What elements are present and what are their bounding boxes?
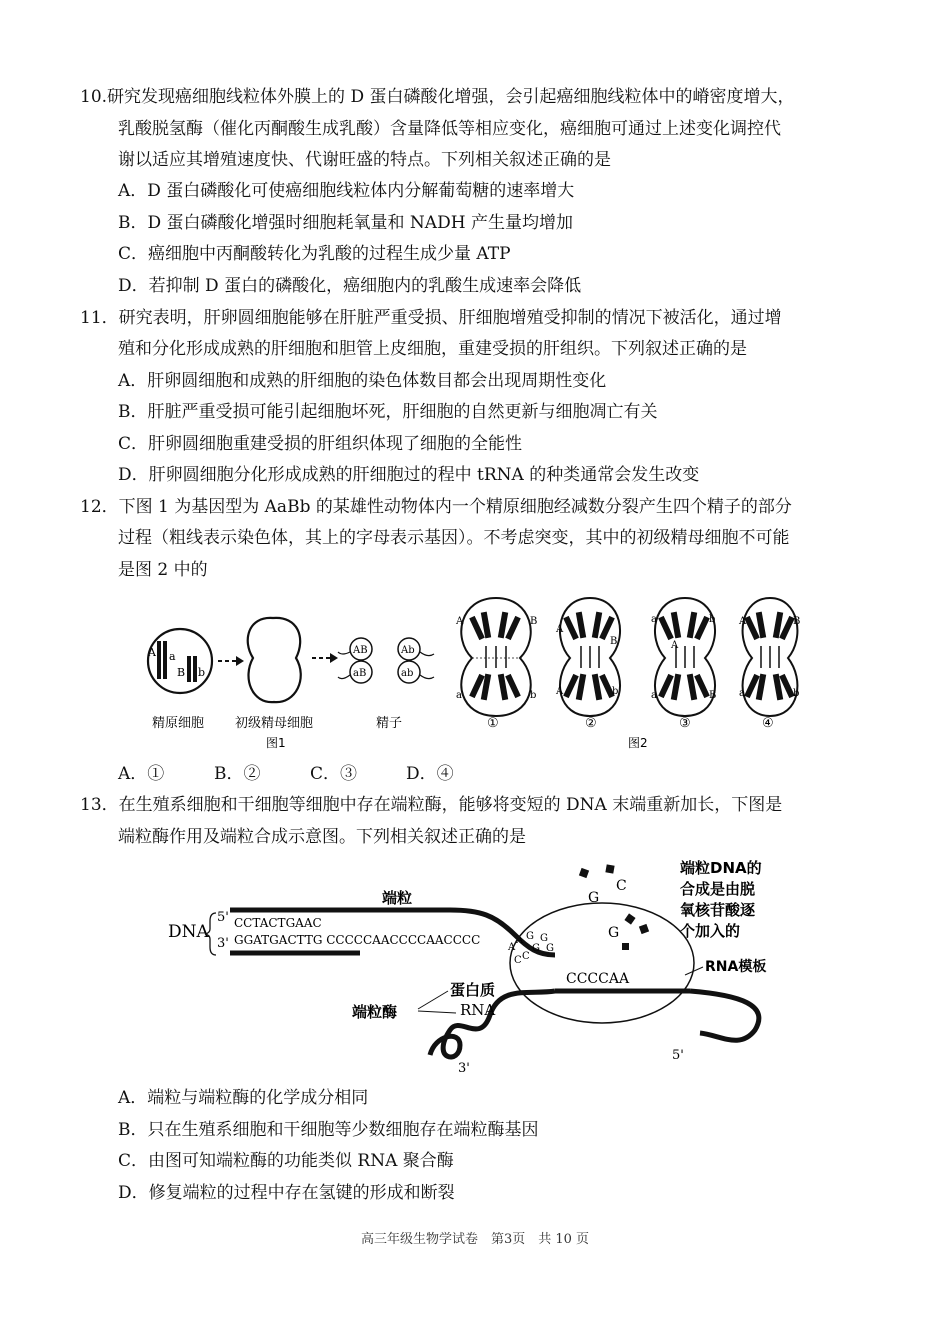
figure-1-caption: 图1 [266,736,286,750]
gene-A-label: A [148,646,156,659]
fig2-label-1: ① [487,716,499,731]
q10-stem-line-1: 10.研究发现癌细胞线粒体外膜上的 D 蛋白磷酸化增强，会引起癌细胞线粒体中的嵴密度增大， [80,87,795,107]
svg-text:b: b [612,686,619,697]
figure-telomerase [160,855,800,1080]
svg-text:a: a [651,614,657,625]
telomerase-label: 端粒酶 [352,1003,398,1021]
svg-text:A: A [739,616,747,627]
q10-option-b: B．D 蛋白磷酸化增强时细胞耗氧量和 NADH 产生量均增加 [118,213,573,233]
q10-option-a: A．D 蛋白磷酸化可使癌细胞线粒体内分解葡萄糖的速率增大 [118,181,575,201]
svg-text:A: A [556,686,564,697]
free-base-c: C [616,878,627,894]
rna-label: RNA [460,1001,496,1019]
svg-text:a: a [739,688,745,699]
svg-text:A: A [671,640,679,651]
pair-base-1: A [508,942,516,953]
q12-stem-line-3: 是图 2 中的 [118,560,208,580]
gene-B-label: B [177,666,186,679]
svg-text:B: B [610,636,618,647]
gene-a-label: a [169,650,176,663]
rna-5prime-end: 5' [672,1048,684,1063]
pair-base-6: G [532,943,540,954]
protein-label: 蛋白质 [450,981,496,999]
q12-option-a: A．① [118,764,165,784]
q13-option-a: A．端粒与端粒酶的化学成分相同 [118,1088,369,1108]
rna-3prime-end: 3' [458,1061,470,1076]
dna-top-5prime: 5' [217,910,229,925]
telomerase-protein-oval [510,903,694,1023]
bottom-strand-sequence: GGATGACTTG CCCCCAACCCCAACCCC [234,933,481,947]
pair-base-4: C [522,951,530,962]
q13-option-c: C．由图可知端粒酶的功能类似 RNA 聚合酶 [118,1151,454,1171]
arrow-2 [312,653,338,663]
q12-option-d: D．④ [406,764,454,784]
dna-bottom-3prime: 3' [217,936,229,951]
pair-base-3: C [514,955,522,966]
q12-stem-line-1: 12．下图 1 为基因型为 AaBb 的某雄性动物体内一个精原细胞经减数分裂产生四个精子的部分 [80,497,792,517]
q13-stem-line-2: 端粒酶作用及端粒合成示意图。下列相关叙述正确的是 [118,827,526,847]
page-footer: 高三年级生物学试卷 第3页 共 10 页 [360,1232,590,1247]
free-base-g1: G [588,890,600,906]
svg-text:b: b [709,614,716,625]
note-line-4: 个加入的 [680,922,741,940]
free-base-g2: G [608,925,620,941]
note-line-2: 合成是由脱 [680,880,756,898]
q12-stem-line-2: 过程（粗线表示染色体，其上的字母表示基因）。不考虑突变，其中的初级精母细胞不可能 [118,528,790,548]
dna-label: DNA [168,922,209,942]
pair-base-5: G [526,931,534,942]
sperm-genes-4: ab [401,668,414,679]
svg-text:a: a [651,690,657,701]
figure-meiosis [140,586,820,756]
svg-text:A: A [556,624,564,635]
primary-spermatocyte-label: 初级精母细胞 [235,716,314,731]
q13-option-b: B．只在生殖系细胞和干细胞等少数细胞存在端粒酶基因 [118,1120,539,1140]
svg-text:B: B [793,616,801,627]
top-strand-sequence: CCTACTGAAC [234,916,322,930]
telomere-label: 端粒 [382,889,413,907]
svg-text:b: b [793,688,800,699]
fig2-cell-1 [455,598,537,716]
svg-text:B: B [709,690,717,701]
spermatogonium-label: 精原细胞 [152,716,205,731]
q10-stem-line-3: 谢以适应其增殖速度快、代谢旺盛的特点。下列相关叙述正确的是 [118,150,611,170]
fig2-label-3: ③ [679,716,691,731]
q13-stem-line-1: 13．在生殖系细胞和干细胞等细胞中存在端粒酶，能够将变短的 DNA 末端重新加长，下图是 [80,795,783,815]
rna-template-sequence: CCCCAA [566,971,630,987]
pair-base-8: G [546,943,554,954]
q11-stem-line-2: 殖和分化形成成熟的肝细胞和胆管上皮细胞，重建受损的肝组织。下列叙述正确的是 [118,339,747,359]
fig2-cell-2 [555,598,620,716]
q12-option-b: B．② [214,764,261,784]
svg-text:b: b [530,690,537,701]
q11-stem-line-1: 11．研究表明，肝卵圆细胞能够在肝脏严重受损、肝细胞增殖受抑制的情况下被活化，通过增 [80,308,782,328]
gene-b-label: b [198,666,206,679]
sperm-genes-1: AB [353,645,368,656]
q11-option-d: D．肝卵圆细胞分化形成成熟的肝细胞过的程中 tRNA 的种类通常会发生改变 [118,465,700,485]
pair-base-2: A [516,935,524,946]
svg-text:A: A [456,616,464,627]
q11-option-a: A．肝卵圆细胞和成熟的肝细胞的染色体数目都会出现周期性变化 [118,371,607,391]
sperm-genes-3: aB [353,668,367,679]
primary-spermatocyte-cell [248,618,301,702]
svg-text:a: a [456,690,462,701]
q12-option-c: C．③ [310,764,358,784]
q10-stem-line-2: 乳酸脱氢酶（催化丙酮酸生成乳酸）含量降低等相应变化，癌细胞可通过上述变化调控代 [118,119,781,139]
rna-template-label: RNA模板 [705,959,767,975]
note-line-1: 端粒DNA的 [680,859,762,877]
q11-option-c: C．肝卵圆细胞重建受损的肝组织体现了细胞的全能性 [118,434,523,454]
fig2-cell-3 [651,598,716,716]
arrow-1 [218,656,244,666]
spermatogonium-cell [147,629,212,693]
fig2-label-2: ② [585,716,597,731]
sperm-label: 精子 [376,716,403,731]
figure-2-caption: 图2 [628,736,648,750]
q13-option-d: D．修复端粒的过程中存在氢键的形成和断裂 [118,1183,455,1203]
q11-option-b: B．肝脏严重受损可能引起细胞坏死，肝细胞的自然更新与细胞凋亡有关 [118,402,658,422]
svg-text:B: B [530,616,538,627]
sperm-group [338,638,434,683]
q10-option-d: D．若抑制 D 蛋白的磷酸化，癌细胞内的乳酸生成速率会降低 [118,276,582,296]
fig2-cell-4 [738,598,800,716]
note-line-3: 氧核苷酸逐 [680,901,756,919]
sperm-genes-2: Ab [401,645,415,656]
fig2-label-4: ④ [762,716,774,731]
pair-base-7: G [540,933,548,944]
q10-option-c: C．癌细胞中丙酮酸转化为乳酸的过程生成少量 ATP [118,244,511,264]
